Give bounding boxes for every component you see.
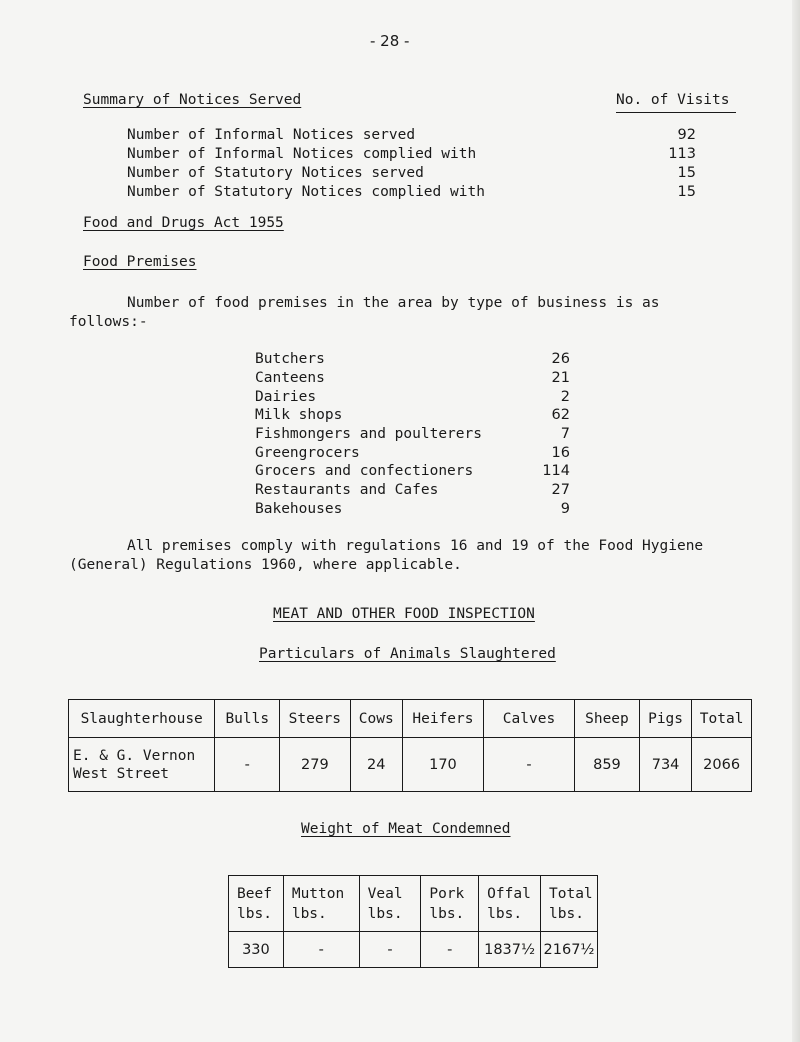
premises-type: Fishmongers and poulterers xyxy=(255,426,482,442)
premises-count: 16 xyxy=(551,445,570,461)
premises-type: Milk shops xyxy=(255,407,343,423)
premises-count: 9 xyxy=(560,501,570,517)
premises-count: 7 xyxy=(560,426,570,442)
table-cell: 859 xyxy=(575,738,640,792)
premises-type: Canteens xyxy=(255,370,325,386)
notice-label: Number of Statutory Notices served xyxy=(127,165,424,181)
table-cell: 330 xyxy=(229,932,284,968)
column-header: Sheep xyxy=(575,700,640,738)
column-header xyxy=(541,876,598,932)
table-cell: 24 xyxy=(350,738,402,792)
column-header xyxy=(359,876,421,932)
premises-count: 62 xyxy=(551,407,570,423)
notice-value: 92 xyxy=(677,127,696,143)
header-unit: lbs. xyxy=(367,905,403,922)
table-cell: 170 xyxy=(402,738,483,792)
premises-count: 26 xyxy=(551,351,570,367)
table-cell: 1837½ xyxy=(479,932,541,968)
header-line: Total xyxy=(549,885,593,902)
condemned-data-row xyxy=(229,932,598,968)
header-unit: lbs. xyxy=(429,905,465,922)
meat-inspection-heading: MEAT AND OTHER FOOD INSPECTION xyxy=(273,606,535,622)
premises-type: Grocers and confectioners xyxy=(255,463,474,479)
premises-count: 114 xyxy=(542,463,570,479)
header-unit: lbs. xyxy=(487,905,523,922)
act-heading: Food and Drugs Act 1955 xyxy=(83,215,284,231)
condemned-heading: Weight of Meat Condemned xyxy=(301,821,511,837)
notice-label: Number of Statutory Notices complied with xyxy=(127,184,485,200)
table-cell: - xyxy=(483,738,574,792)
slaughterhouse-street: West Street xyxy=(73,765,170,782)
page-number: - 28 - xyxy=(370,32,410,50)
table-cell: - xyxy=(421,932,479,968)
premises-type: Restaurants and Cafes xyxy=(255,482,439,498)
column-header xyxy=(283,876,359,932)
premises-heading: Food Premises xyxy=(83,254,197,270)
header-unit: lbs. xyxy=(549,905,584,922)
condemned-table xyxy=(228,875,598,968)
notice-value: 113 xyxy=(668,146,696,162)
premises-type: Greengrocers xyxy=(255,445,360,461)
header-line: Veal xyxy=(367,885,403,902)
notice-label: Number of Informal Notices complied with xyxy=(127,146,477,162)
column-header: Slaughterhouse xyxy=(69,700,215,738)
compliance-line2: (General) Regulations 1960, where applicable. xyxy=(69,557,462,573)
visits-column-heading: No. of Visits xyxy=(616,92,730,108)
notices-heading: Summary of Notices Served xyxy=(83,92,302,108)
slaughterhouse-name: E. & G. Vernon xyxy=(73,747,196,764)
header-unit: lbs. xyxy=(291,905,327,922)
column-header: Calves xyxy=(483,700,574,738)
compliance-line1: All premises comply with regulations 16 and 19 of the Food Hygiene xyxy=(127,538,704,554)
premises-type: Dairies xyxy=(255,389,317,405)
column-header: Bulls xyxy=(215,700,280,738)
table-cell: - xyxy=(215,738,280,792)
page-edge-shadow xyxy=(792,0,800,1042)
header-line: Mutton xyxy=(291,885,345,902)
header-unit: lbs. xyxy=(237,905,272,922)
slaughterhouse-cell xyxy=(69,738,215,792)
slaughter-subheading: Particulars of Animals Slaughtered xyxy=(259,646,556,662)
notice-label: Number of Informal Notices served xyxy=(127,127,416,143)
visits-heading-rule xyxy=(616,112,736,113)
table-cell: 2066 xyxy=(692,738,752,792)
column-header: Total xyxy=(692,700,752,738)
column-header: Heifers xyxy=(402,700,483,738)
premises-type: Bakehouses xyxy=(255,501,343,517)
header-line: Offal xyxy=(487,885,531,902)
table-cell: 279 xyxy=(280,738,350,792)
table-cell: - xyxy=(283,932,359,968)
premises-count: 27 xyxy=(551,482,570,498)
slaughter-table xyxy=(68,699,752,792)
premises-count: 2 xyxy=(560,389,570,405)
slaughter-data-row xyxy=(69,738,752,792)
premises-intro-line1: Number of food premises in the area by type of business is as xyxy=(127,295,660,311)
column-header xyxy=(479,876,541,932)
premises-count: 21 xyxy=(551,370,570,386)
column-header xyxy=(229,876,284,932)
table-cell: 734 xyxy=(639,738,691,792)
premises-type: Butchers xyxy=(255,351,325,367)
header-line: Pork xyxy=(429,885,465,902)
column-header xyxy=(421,876,479,932)
notice-value: 15 xyxy=(677,184,696,200)
header-line: Beef xyxy=(237,885,272,902)
notice-value: 15 xyxy=(677,165,696,181)
column-header: Steers xyxy=(280,700,350,738)
column-header: Pigs xyxy=(639,700,691,738)
table-cell: - xyxy=(359,932,421,968)
slaughter-header-row xyxy=(69,700,752,738)
column-header: Cows xyxy=(350,700,402,738)
premises-intro-line2: follows:- xyxy=(69,314,148,330)
condemned-header-row xyxy=(229,876,598,932)
table-cell: 2167½ xyxy=(541,932,598,968)
